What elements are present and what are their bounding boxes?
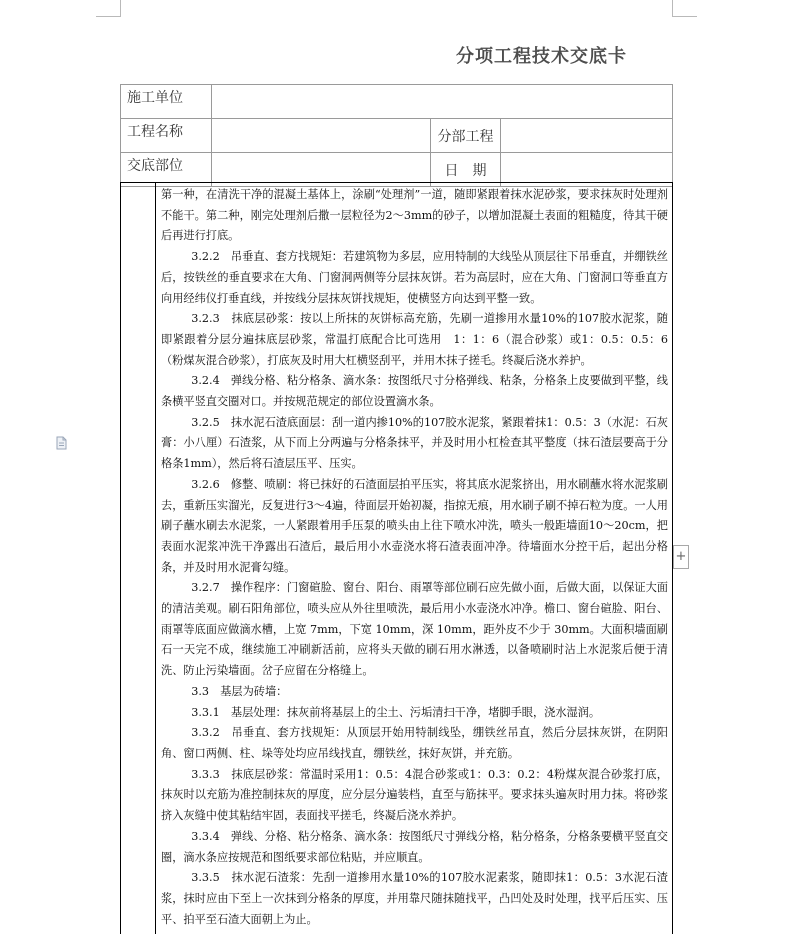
paragraph-3-2-5: 3.2.5 抹水泥石渣底面层：刮一道内掺10%的107胶水泥浆，紧跟着抹1：0.5：3（水泥：石灰膏：小八厘）石渣浆，从下而上分两遍与分格条抹平，并及时用小杠检查其平整度（抹石渣层要高于分格条1mm），然后将石渣层压平、压实。 bbox=[161, 415, 668, 471]
paragraph-3-3: 3.3 基层为砖墙： bbox=[191, 684, 288, 698]
header-table bbox=[120, 84, 673, 187]
content-box bbox=[120, 182, 673, 934]
project-name-value[interactable] bbox=[212, 119, 431, 153]
document-title: 分项工程技术交底卡 bbox=[456, 46, 627, 67]
sub-project-label: 分部工程 bbox=[431, 119, 501, 153]
construction-unit-value[interactable] bbox=[212, 85, 673, 119]
document-icon[interactable] bbox=[54, 436, 68, 450]
page-corner-mark-left bbox=[96, 0, 121, 17]
sub-project-value[interactable] bbox=[501, 119, 673, 153]
paragraph-0: 第一种，在清洗干净的混凝土基体上，涂刷“处理剂”一道，随即紧跟着抹水泥砂浆，要求抹灰时处理剂不能干。第二种，刚完处理剂后撒一层粒径为2～3mm的砂子，以增加混凝土表面的粗糙度，待其干硬后再进行打底。 bbox=[161, 188, 668, 243]
paragraph-3-2-4: 3.2.4 弹线分格、粘分格条、滴水条：按图纸尺寸分格弹线、粘条，分格条上皮要做到平整，线条横平竖直交圈对口。并按规范规定的部位设置滴水条。 bbox=[161, 374, 668, 409]
page-corner-mark-right bbox=[672, 0, 697, 17]
handover-part-label: 交底部位 bbox=[121, 153, 212, 187]
paragraph-3-2-7: 3.2.7 操作程序：门窗碹脸、窗台、阳台、雨罩等部位刷石应先做小面，后做大面，以保证大面的清洁美观。刷石阳角部位，喷头应从外往里喷洗，最后用小水壶浇水冲净。檐口、窗台碹脸、阳台、雨罩等底面应做滴水槽，上宽 7mm，下宽 10mm，深 10mm，距外皮不少于 30mm。大面积墙面刷石一天完不成，继续施工冲刷新活前，应将头天做的刷石用水淋透，以备喷刷时沾上水泥浆后便于清洗、防止污染墙面。岔子应留在分格缝上。 bbox=[161, 581, 668, 678]
header-row-construction-unit bbox=[121, 85, 673, 119]
paragraph-3-2-3: 3.2.3 抹底层砂浆：按以上所抹的灰饼标高充筋，先刷一道掺用水量10%的107胶水泥浆，随即紧跟着分层分遍抹底层砂浆，常温打底配合比可选用 1：1：6（混合砂浆）或1：0.5：0.5：6（粉煤灰混合砂浆），打底灰及时用大杠横竖刮平，并用木抹子搓毛。终凝后浇水养护。 bbox=[161, 312, 668, 367]
paragraph-3-3-5: 3.3.5 抹水泥石渣浆：先刮一道掺用水量10%的107胶水泥素浆，随即抹1：0.5：3水泥石渣浆，抹时应由下至上一次抹到分格条的厚度，并用靠尺随抹随找平，凸凹处及时处理，找平后压实、压平、拍平至石渣大面朝上为止。 bbox=[161, 871, 668, 926]
header-row-project-name bbox=[121, 119, 673, 153]
paragraph-3-2-6: 3.2.6 修整、喷刷：将已抹好的石渣面层拍平压实，将其底水泥浆挤出，用水刷蘸水将水泥浆刷去，重新压实溜光，反复进行3～4遍，待面层开始初凝，指掠无痕，用水刷子刷不掉石粒为度。一人用刷子蘸水刷去水泥浆，一人紧跟着用手压泵的喷头由上往下喷水冲洗，喷头一般距墙面10～20cm，把表面水泥浆冲洗干净露出石渣后，最后用小水壶浇水将石渣表面冲净。待墙面水分控干后，起出分格条，并及时用水泥膏勾缝。 bbox=[161, 477, 668, 574]
project-name-label: 工程名称 bbox=[121, 119, 212, 153]
content-left-column-divider bbox=[155, 183, 156, 934]
construction-unit-label: 施工单位 bbox=[121, 85, 212, 119]
paragraph-3-3-1: 3.3.1 基层处理：抹灰前将基层上的尘土、污垢清扫干净，堵脚手眼，浇水湿润。 bbox=[191, 705, 601, 719]
paragraph-3-3-4: 3.3.4 弹线、分格、粘分格条、滴水条：按图纸尺寸弹线分格，粘分格条，分格条要横平竖直交圈，滴水条应按规范和图纸要求部位粘贴，并应顺直。 bbox=[161, 829, 668, 864]
date-label: 日 期 bbox=[431, 153, 501, 187]
content-text[interactable] bbox=[161, 185, 668, 930]
paragraph-3-3-3: 3.3.3 抹底层砂浆：常温时采用1：0.5：4混合砂浆或1：0.3：0.2：4粉煤灰混合砂浆打底，抹灰时以充筋为准控制抹灰的厚度，应分层分遍装档，直至与筋抹平。要求抹头遍灰时用力抹。将砂浆挤入灰缝中使其粘结牢固，表面找平搓毛，终凝后浇水养护。 bbox=[161, 767, 668, 823]
paragraph-3-2-2: 3.2.2 吊垂直、套方找规矩：若建筑物为多层，应用特制的大线坠从顶层往下吊垂直，并绷铁丝后，按铁丝的垂直要求在大角、门窗洞两侧等分层抹灰饼。若为高层时，应在大角、门窗洞口等垂直方向用经纬仪打垂直线，并按线分层抹灰饼找规矩，使横竖方向达到平整一致。 bbox=[161, 250, 668, 305]
plus-icon[interactable]: + bbox=[673, 545, 689, 569]
paragraph-3-3-2: 3.3.2 吊垂直、套方找规矩：从顶层开始用特制线坠，绷铁丝吊直，然后分层抹灰饼，在阴阳角、窗口两侧、柱、垛等处均应吊线找直，绷铁丝，抹好灰饼，并充筋。 bbox=[161, 726, 668, 760]
